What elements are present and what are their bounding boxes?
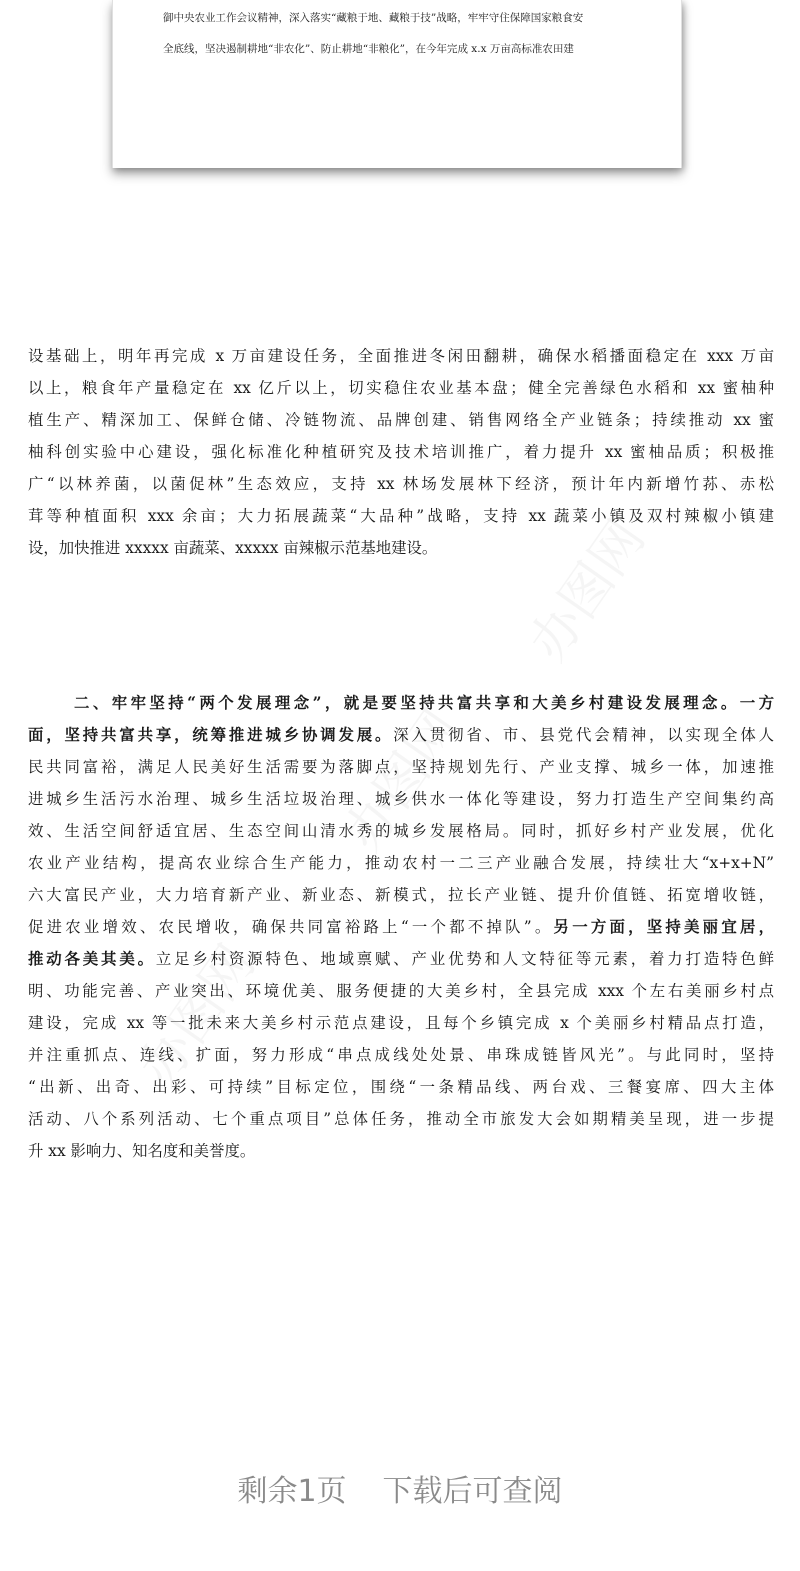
bold-phrase: 面，坚持共富共享，统筹推进城乡协调发展。 bbox=[28, 726, 394, 744]
watermark: 办图网 bbox=[518, 509, 657, 672]
paragraph-2 bbox=[28, 687, 774, 1167]
text-line: 明、功能完善、产业突出、环境优美、服务便捷的大美乡村，全县完成 xxx 个左右美丽乡村点 bbox=[28, 982, 774, 1000]
text-line: 进城乡生活污水治理、城乡生活垃圾治理、城乡供水一体化等建设，努力打造生产空间集约高 bbox=[28, 790, 774, 808]
text-line: “出新、出奇、出彩、可持续”目标定位，围绕“一条精品线、两台戏、三餐宴席、四大主体 bbox=[28, 1078, 774, 1096]
text-line: 建设，完成 xx 等一批未来大美乡村示范点建设，且每个乡镇完成 x 个美丽乡村精品点打造， bbox=[28, 1014, 774, 1032]
text-line: 六大富民产业，大力培育新产业、新业态、新模式，拉长产业链、提升价值链、拓宽增收链， bbox=[28, 886, 774, 904]
text-line: 广“以林养菌，以菌促林”生态效应，支持 xx 林场发展林下经济，预计年内新增竹荪、赤松 bbox=[28, 475, 774, 493]
text-line: 以上，粮食年产量稳定在 xx 亿斤以上，切实稳住农业基本盘；健全完善绿色水稻和 xx 蜜柚种 bbox=[28, 379, 774, 397]
text-line: 茸等种植面积 xxx 余亩；大力拓展蔬菜“大品种”战略，支持 xx 蔬菜小镇及双村辣椒小镇建 bbox=[28, 507, 774, 525]
section-heading-line: 二、牢牢坚持“两个发展理念”，就是要坚持共富共享和大美乡村建设发展理念。一方 bbox=[74, 694, 774, 712]
preview-line-1: 御中央农业工作会议精神，深入落实“藏粮于地、藏粮于技”战略，牢牢守住保障国家粮食安 bbox=[163, 12, 584, 24]
text-line: 并注重抓点、连线、扩面，努力形成“串点成线处处景、串珠成链皆风光”。与此同时，坚持 bbox=[28, 1046, 774, 1064]
bold-phrase: 另一方面，坚持美丽宜居， bbox=[553, 918, 774, 936]
text-line: 设，加快推进 xxxxx 亩蔬菜、xxxxx 亩辣椒示范基地建设。 bbox=[28, 539, 438, 557]
text-line: 升 xx 影响力、知名度和美誉度。 bbox=[28, 1142, 256, 1160]
watermark: 办图网 bbox=[333, 699, 472, 862]
preview-page-card bbox=[112, 0, 682, 168]
text-run: 深入贯彻省、市、县党代会精神，以实现全体人 bbox=[393, 726, 774, 744]
download-prompt[interactable]: 下载后可查阅 bbox=[382, 1474, 563, 1509]
text-line: 柚科创实验中心建设，强化标准化种植研究及技术培训推广，着力提升 xx 蜜柚品质；积极推 bbox=[28, 443, 774, 461]
text-line bbox=[28, 911, 774, 943]
text-line: 设基础上，明年再完成 x 万亩建设任务，全面推进冬闲田翻耕，确保水稻播面稳定在 xxx 万亩 bbox=[28, 347, 774, 365]
download-banner[interactable] bbox=[0, 1466, 800, 1510]
preview-line-2: 全底线，坚决遏制耕地“非农化”、防止耕地“非粮化”，在今年完成 x.x 万亩高标准农田建 bbox=[163, 43, 574, 55]
text-line bbox=[28, 719, 774, 751]
text-line: 植生产、精深加工、保鲜仓储、冷链物流、品牌创建、销售网络全产业链条；持续推动 xx 蜜 bbox=[28, 411, 774, 429]
text-line: 农业产业结构，提高农业综合生产能力，推动农村一二三产业融合发展，持续壮大“x+x+N” bbox=[28, 854, 774, 872]
text-line: 民共同富裕，满足人民美好生活需要为落脚点，坚持规划先行、产业支撑、城乡一体，加速推 bbox=[28, 758, 774, 776]
text-run: 促进农业增效、农民增收，确保共同富裕路上“一个都不掉队”。 bbox=[28, 918, 554, 936]
text-run: 立足乡村资源特色、地域禀赋、产业优势和人文特征等元素，着力打造特色鲜 bbox=[155, 950, 774, 968]
remaining-pages-label: 剩余1页 bbox=[237, 1474, 347, 1509]
text-line bbox=[28, 943, 774, 975]
watermark: 办图网 bbox=[128, 934, 267, 1097]
paragraph-1 bbox=[28, 340, 774, 564]
bold-phrase: 推动各美其美。 bbox=[28, 950, 156, 968]
text-line: 效、生活空间舒适宜居、生态空间山清水秀的城乡发展格局。同时，抓好乡村产业发展，优化 bbox=[28, 822, 774, 840]
text-line: 活动、八个系列活动、七个重点项目”总体任务，推动全市旅发大会如期精美呈现，进一步提 bbox=[28, 1110, 774, 1128]
